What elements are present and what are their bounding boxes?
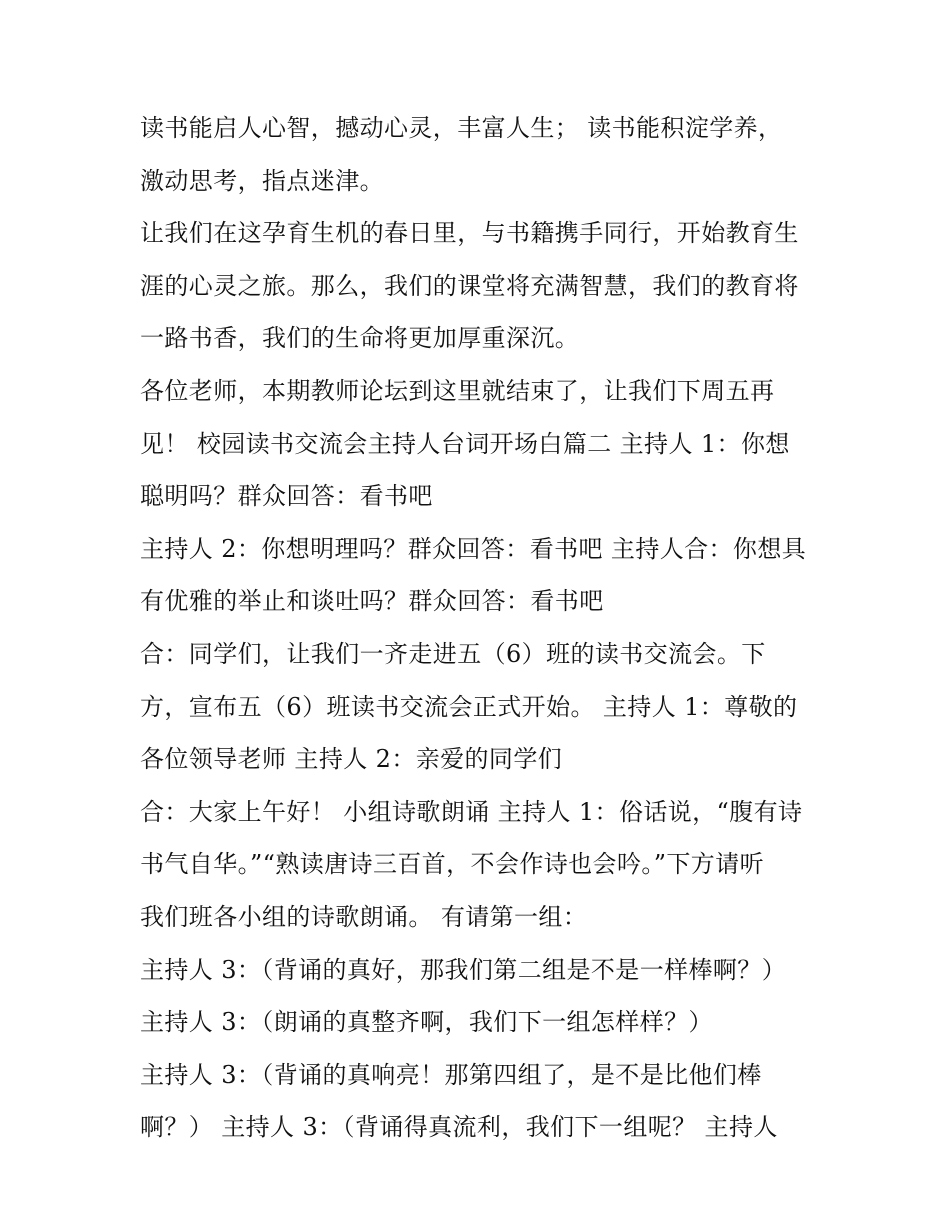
- text-line: 主持人 2：你想明理吗？群众回答：看书吧 主持人合：你想具: [140, 534, 807, 563]
- text-line: 一路书香，我们的生命将更加厚重深沉。: [140, 324, 580, 353]
- text-line: 激动思考，指点迷津。: [140, 166, 384, 195]
- text-line: 有优雅的举止和谈吐吗？群众回答：看书吧: [140, 587, 604, 616]
- text-line: 主持人 3：（背诵的真响亮！那第四组了，是不是比他们棒: [140, 1060, 762, 1089]
- text-line: 合：同学们，让我们一齐走进五（6）班的读书交流会。下: [140, 639, 766, 668]
- document-body: [140, 102, 820, 1154]
- text-line: 聪明吗？群众回答：看书吧: [140, 482, 433, 511]
- text-line: 读书能启人心智，撼动心灵，丰富人生； 读书能积淀学养，: [140, 114, 783, 142]
- text-line: 各位老师，本期教师论坛到这里就结束了，让我们下周五再: [140, 376, 775, 405]
- text-line: 让我们在这孕育生机的春日里，与书籍携手同行，开始教育生: [140, 219, 799, 248]
- text-line: 书气自华。”“熟读唐诗三百首，不会作诗也会吟。”下方请听: [140, 850, 765, 879]
- text-line: 见！ 校园读书交流会主持人台词开场白篇二 主持人 1：你想: [140, 429, 790, 458]
- text-line: 方，宣布五（6）班读书交流会正式开始。 主持人 1：尊敬的: [140, 692, 798, 721]
- text-line: 主持人 3：（背诵的真好，那我们第二组是不是一样棒啊？）: [140, 955, 787, 984]
- text-line: 合：大家上午好！ 小组诗歌朗诵 主持人 1：俗话说，“腹有诗: [140, 797, 803, 826]
- text-line: 各位领导老师 主持人 2：亲爱的同学们: [140, 745, 563, 774]
- text-line: 主持人 3：（朗诵的真整齐啊，我们下一组怎样样？）: [140, 1008, 713, 1037]
- text-line: 涯的心灵之旅。那么，我们的课堂将充满智慧，我们的教育将: [140, 271, 799, 300]
- text-line: 啊？） 主持人 3：（背诵得真流利，我们下一组呢？ 主持人: [140, 1113, 778, 1142]
- text-line: 我们班各小组的诗歌朗诵。 有请第一组：: [140, 902, 588, 931]
